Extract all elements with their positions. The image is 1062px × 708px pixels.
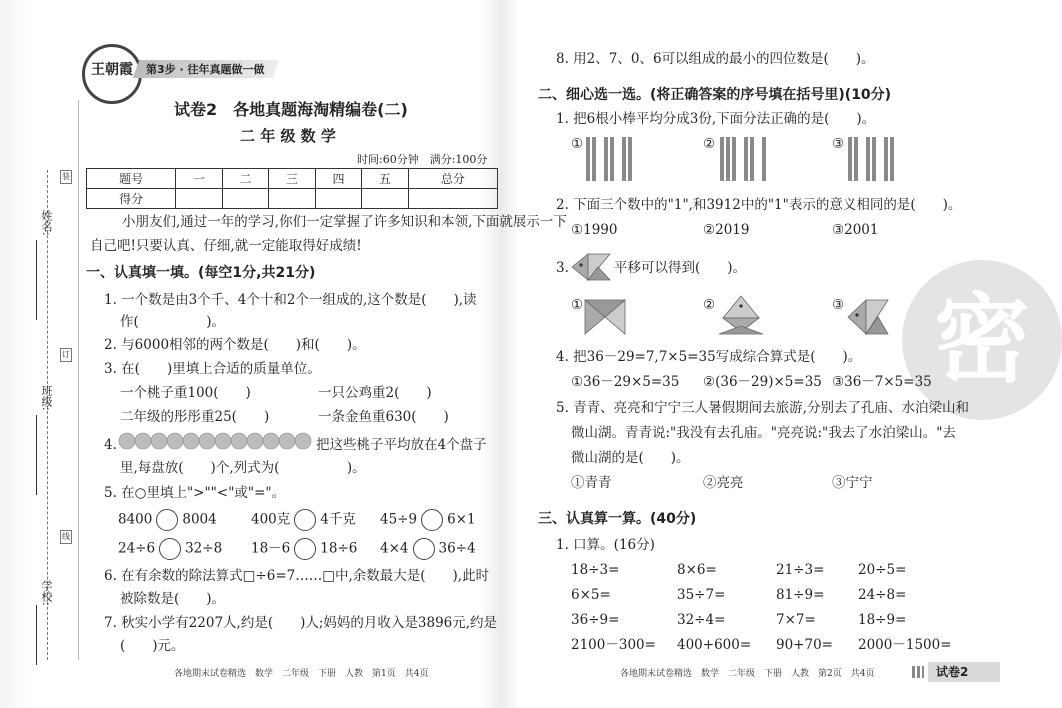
stick <box>762 137 766 181</box>
stick <box>890 137 894 181</box>
oral-item: 18÷9= <box>858 612 907 628</box>
choice-5-line-2: 微山湖。青青说:"我没有去孔庙。"亮亮说:"我去了水泊梁山。"去 <box>571 425 956 441</box>
stick <box>732 137 736 181</box>
choice-1-option-1: ① <box>571 136 584 152</box>
compare-item <box>251 509 356 531</box>
score-value-cell[interactable] <box>362 189 408 209</box>
name-label: 姓名: <box>40 210 53 236</box>
stick <box>622 137 626 181</box>
q3-item-b: 一只公鸡重2( ) <box>318 385 432 401</box>
section-3-heading: 三、认真算一算。(40分) <box>538 511 697 527</box>
score-value-cell[interactable] <box>315 189 361 209</box>
score-value-row <box>87 189 498 209</box>
choice-2-option-1: ①1990 <box>571 222 618 238</box>
compare-item <box>118 509 217 531</box>
choice-1: 1. 把6根小棒平均分成3份,下面分法正确的是( )。 <box>556 111 876 127</box>
compare-item <box>380 509 476 531</box>
q2: 2. 与6000相邻的两个数是( )和( )。 <box>104 337 366 353</box>
compare-item <box>118 538 222 560</box>
choice-3: 平移可以得到( )。 <box>614 260 747 276</box>
q4-line-1: 把这些桃子平均放在4个盘子 <box>316 437 487 453</box>
oral-item: 2000－1500= <box>858 637 952 653</box>
q7-line-1: 7. 秋实小学有2207人,约是( )人;妈妈的月收入是3896元,约是 <box>104 615 498 631</box>
q7-line-2: ( )元。 <box>120 638 185 654</box>
compare-right: 4千克 <box>320 511 356 528</box>
intro-line-2: 自己吧!只要认真、仔细,就一定能取得好成绩! <box>90 238 362 254</box>
left-footer: 各地期末试卷精选 数学 二年级 下册 人教 第1页 共4页 <box>174 669 429 679</box>
choice-4-option-3: ③36－7×5=35 <box>832 374 932 390</box>
compare-item <box>380 538 476 560</box>
oral-item: 7×7= <box>776 612 816 628</box>
fish-shape-icon <box>572 250 612 284</box>
score-header-cell: 二 <box>222 169 268 189</box>
choice-3-option-1: ① <box>571 297 584 313</box>
oral-item: 400+600= <box>677 637 752 653</box>
q3-item-d: 一条金鱼重630( ) <box>318 409 449 425</box>
score-header-cell: 一 <box>176 169 222 189</box>
compare-left: 45÷9 <box>380 511 418 528</box>
right-footer: 各地期末试卷精选 数学 二年级 下册 人教 第2页 共4页 <box>620 669 875 679</box>
oral-item: 21÷3= <box>776 562 825 578</box>
score-header-row <box>87 169 498 189</box>
paper-tag: 试卷2 <box>928 662 1000 682</box>
oral-item: 8×6= <box>677 562 717 578</box>
fish-right-shape-icon <box>585 296 627 338</box>
compare-right: 32÷8 <box>185 540 223 557</box>
oral-title: 1. 口算。(16分) <box>556 537 655 553</box>
choice-5-line-1: 5. 青青、亮亮和宁宁三人暑假期间去旅游,分别去了孔庙、水泊梁山和 <box>556 400 969 416</box>
choice-5-line-3: 微山湖的是( )。 <box>571 450 690 466</box>
sticks-group-3 <box>848 137 896 181</box>
stick <box>610 137 614 181</box>
stick <box>726 137 730 181</box>
step-label: 第3步 · 往年真题做一做 <box>146 63 265 76</box>
score-header-cell: 三 <box>269 169 315 189</box>
oral-item: 6×5= <box>571 587 611 603</box>
oral-item: 32÷4= <box>677 612 726 628</box>
class-label: 班级: <box>40 385 53 411</box>
compare-right: 18÷6 <box>320 540 358 557</box>
choice-3-option-3: ③ <box>832 297 845 313</box>
q8: 8. 用2、7、0、6可以组成的最小的四位数是( )。 <box>556 51 875 67</box>
oral-item: 2100－300= <box>571 637 656 653</box>
score-table <box>86 168 498 209</box>
oral-item: 24÷8= <box>858 587 907 603</box>
compare-right: 6×1 <box>447 511 476 528</box>
school-underline <box>36 605 38 665</box>
class-underline <box>36 415 38 495</box>
choice-1-option-2: ② <box>703 136 716 152</box>
stick <box>872 137 876 181</box>
seal-label-1: 装 <box>60 170 72 184</box>
compare-circle[interactable] <box>294 509 316 531</box>
compare-right: 36÷4 <box>438 540 476 557</box>
paper-title: 试卷2 各地真题海淘精编卷(二) <box>174 100 408 119</box>
compare-right: 8004 <box>182 511 217 528</box>
margin-line <box>78 100 79 660</box>
compare-left: 24÷6 <box>118 540 156 557</box>
paper-subtitle: 二 年 级 数 学 <box>240 127 336 145</box>
name-underline <box>36 240 38 320</box>
compare-left: 8400 <box>118 511 153 528</box>
score-value-cell[interactable] <box>408 189 497 209</box>
stick <box>592 137 596 181</box>
fish-left-shape-icon <box>848 296 890 338</box>
compare-circle[interactable] <box>294 538 316 560</box>
choice-1-option-3: ③ <box>832 136 845 152</box>
q3: 3. 在( )里填上合适的质量单位。 <box>104 361 321 377</box>
stick <box>866 137 870 181</box>
score-value-cell[interactable] <box>176 189 222 209</box>
score-value-cell[interactable] <box>269 189 315 209</box>
q4-line-2: 里,每盘放( )个,列式为( )。 <box>120 460 366 476</box>
stick <box>750 137 754 181</box>
fish-up-shape-icon <box>717 296 765 336</box>
score-value-cell[interactable] <box>222 189 268 209</box>
score-header-cell: 题号 <box>87 169 176 189</box>
stick <box>628 137 632 181</box>
stick <box>848 137 852 181</box>
compare-circle[interactable] <box>413 538 435 560</box>
sticks-group-2 <box>720 137 768 181</box>
choice-5-option-3: ③宁宁 <box>832 475 873 491</box>
choice-2: 2. 下面三个数中的"1",和3912中的"1"表示的意义相同的是( )。 <box>556 197 962 213</box>
stick <box>744 137 748 181</box>
q6-line-2: 被除数是( )。 <box>120 591 226 607</box>
choice-3-option-2: ② <box>703 297 716 313</box>
compare-left: 4×4 <box>380 540 409 557</box>
choice-5-option-2: ②亮亮 <box>703 475 744 491</box>
compare-left: 18－6 <box>251 540 291 557</box>
oral-item: 35÷7= <box>677 587 726 603</box>
seal-label-2: 订 <box>60 348 72 362</box>
section-1-heading: 一、认真填一填。(每空1分,共21分) <box>86 265 316 281</box>
choice-2-option-3: ③2001 <box>832 222 879 238</box>
compare-circle[interactable] <box>159 538 181 560</box>
stick <box>854 137 858 181</box>
choice-4: 4. 把36－29=7,7×5=35写成综合算式是( )。 <box>556 349 862 365</box>
q4-number: 4. <box>104 437 117 453</box>
q3-item-c: 二年级的彤彤重25( ) <box>120 409 270 425</box>
seal-label-3: 线 <box>60 530 72 544</box>
footer-dots <box>912 666 924 678</box>
choice-4-option-2: ②(36－29)×5=35 <box>703 374 822 390</box>
intro-line-1: 小朋友们,通过一年的学习,你们一定掌握了许多知识和本领,下面就展示一下 <box>122 214 567 230</box>
oral-item: 20÷5= <box>858 562 907 578</box>
stick <box>604 137 608 181</box>
logo-text: 王朝霞 <box>91 62 133 78</box>
choice-5-option-1: ①青青 <box>571 475 612 491</box>
school-label: 学校: <box>40 580 53 606</box>
score-header-cell: 总分 <box>408 169 497 189</box>
compare-item <box>251 538 357 560</box>
q3-item-a: 一个桃子重100( ) <box>120 385 251 401</box>
choice-4-option-1: ①36－29×5=35 <box>571 374 680 390</box>
watermark-seal: 密 <box>902 260 1062 420</box>
time-score: 时间:60分钟 满分:100分 <box>357 153 488 166</box>
oral-item: 36÷9= <box>571 612 620 628</box>
q1-line-2: 作( )。 <box>120 314 226 330</box>
compare-circle[interactable] <box>421 509 443 531</box>
q5: 5. 在○里填上">""<"或"="。 <box>104 485 286 501</box>
choice-3-number: 3. <box>556 260 569 276</box>
stick <box>884 137 888 181</box>
q6-line-1: 6. 在有余数的除法算式□÷6=7……□中,余数最大是( ),此时 <box>104 568 490 584</box>
choice-2-option-2: ②2019 <box>703 222 750 238</box>
compare-circle[interactable] <box>156 509 178 531</box>
sticks-group-1 <box>586 137 634 181</box>
score-header-cell: 四 <box>315 169 361 189</box>
q1-line-1: 1. 一个数是由3个千、4个十和2个一组成的,这个数是( ),读 <box>104 292 477 308</box>
score-value-cell: 得分 <box>87 189 176 209</box>
oral-item: 81÷9= <box>776 587 825 603</box>
stick <box>586 137 590 181</box>
peaches-image <box>118 429 314 451</box>
section-2-heading: 二、细心选一选。(将正确答案的序号填在括号里)(10分) <box>538 87 892 103</box>
oral-item: 18÷3= <box>571 562 620 578</box>
score-header-cell: 五 <box>362 169 408 189</box>
oral-item: 90+70= <box>776 637 833 653</box>
stick <box>720 137 724 181</box>
compare-left: 400克 <box>251 511 291 528</box>
